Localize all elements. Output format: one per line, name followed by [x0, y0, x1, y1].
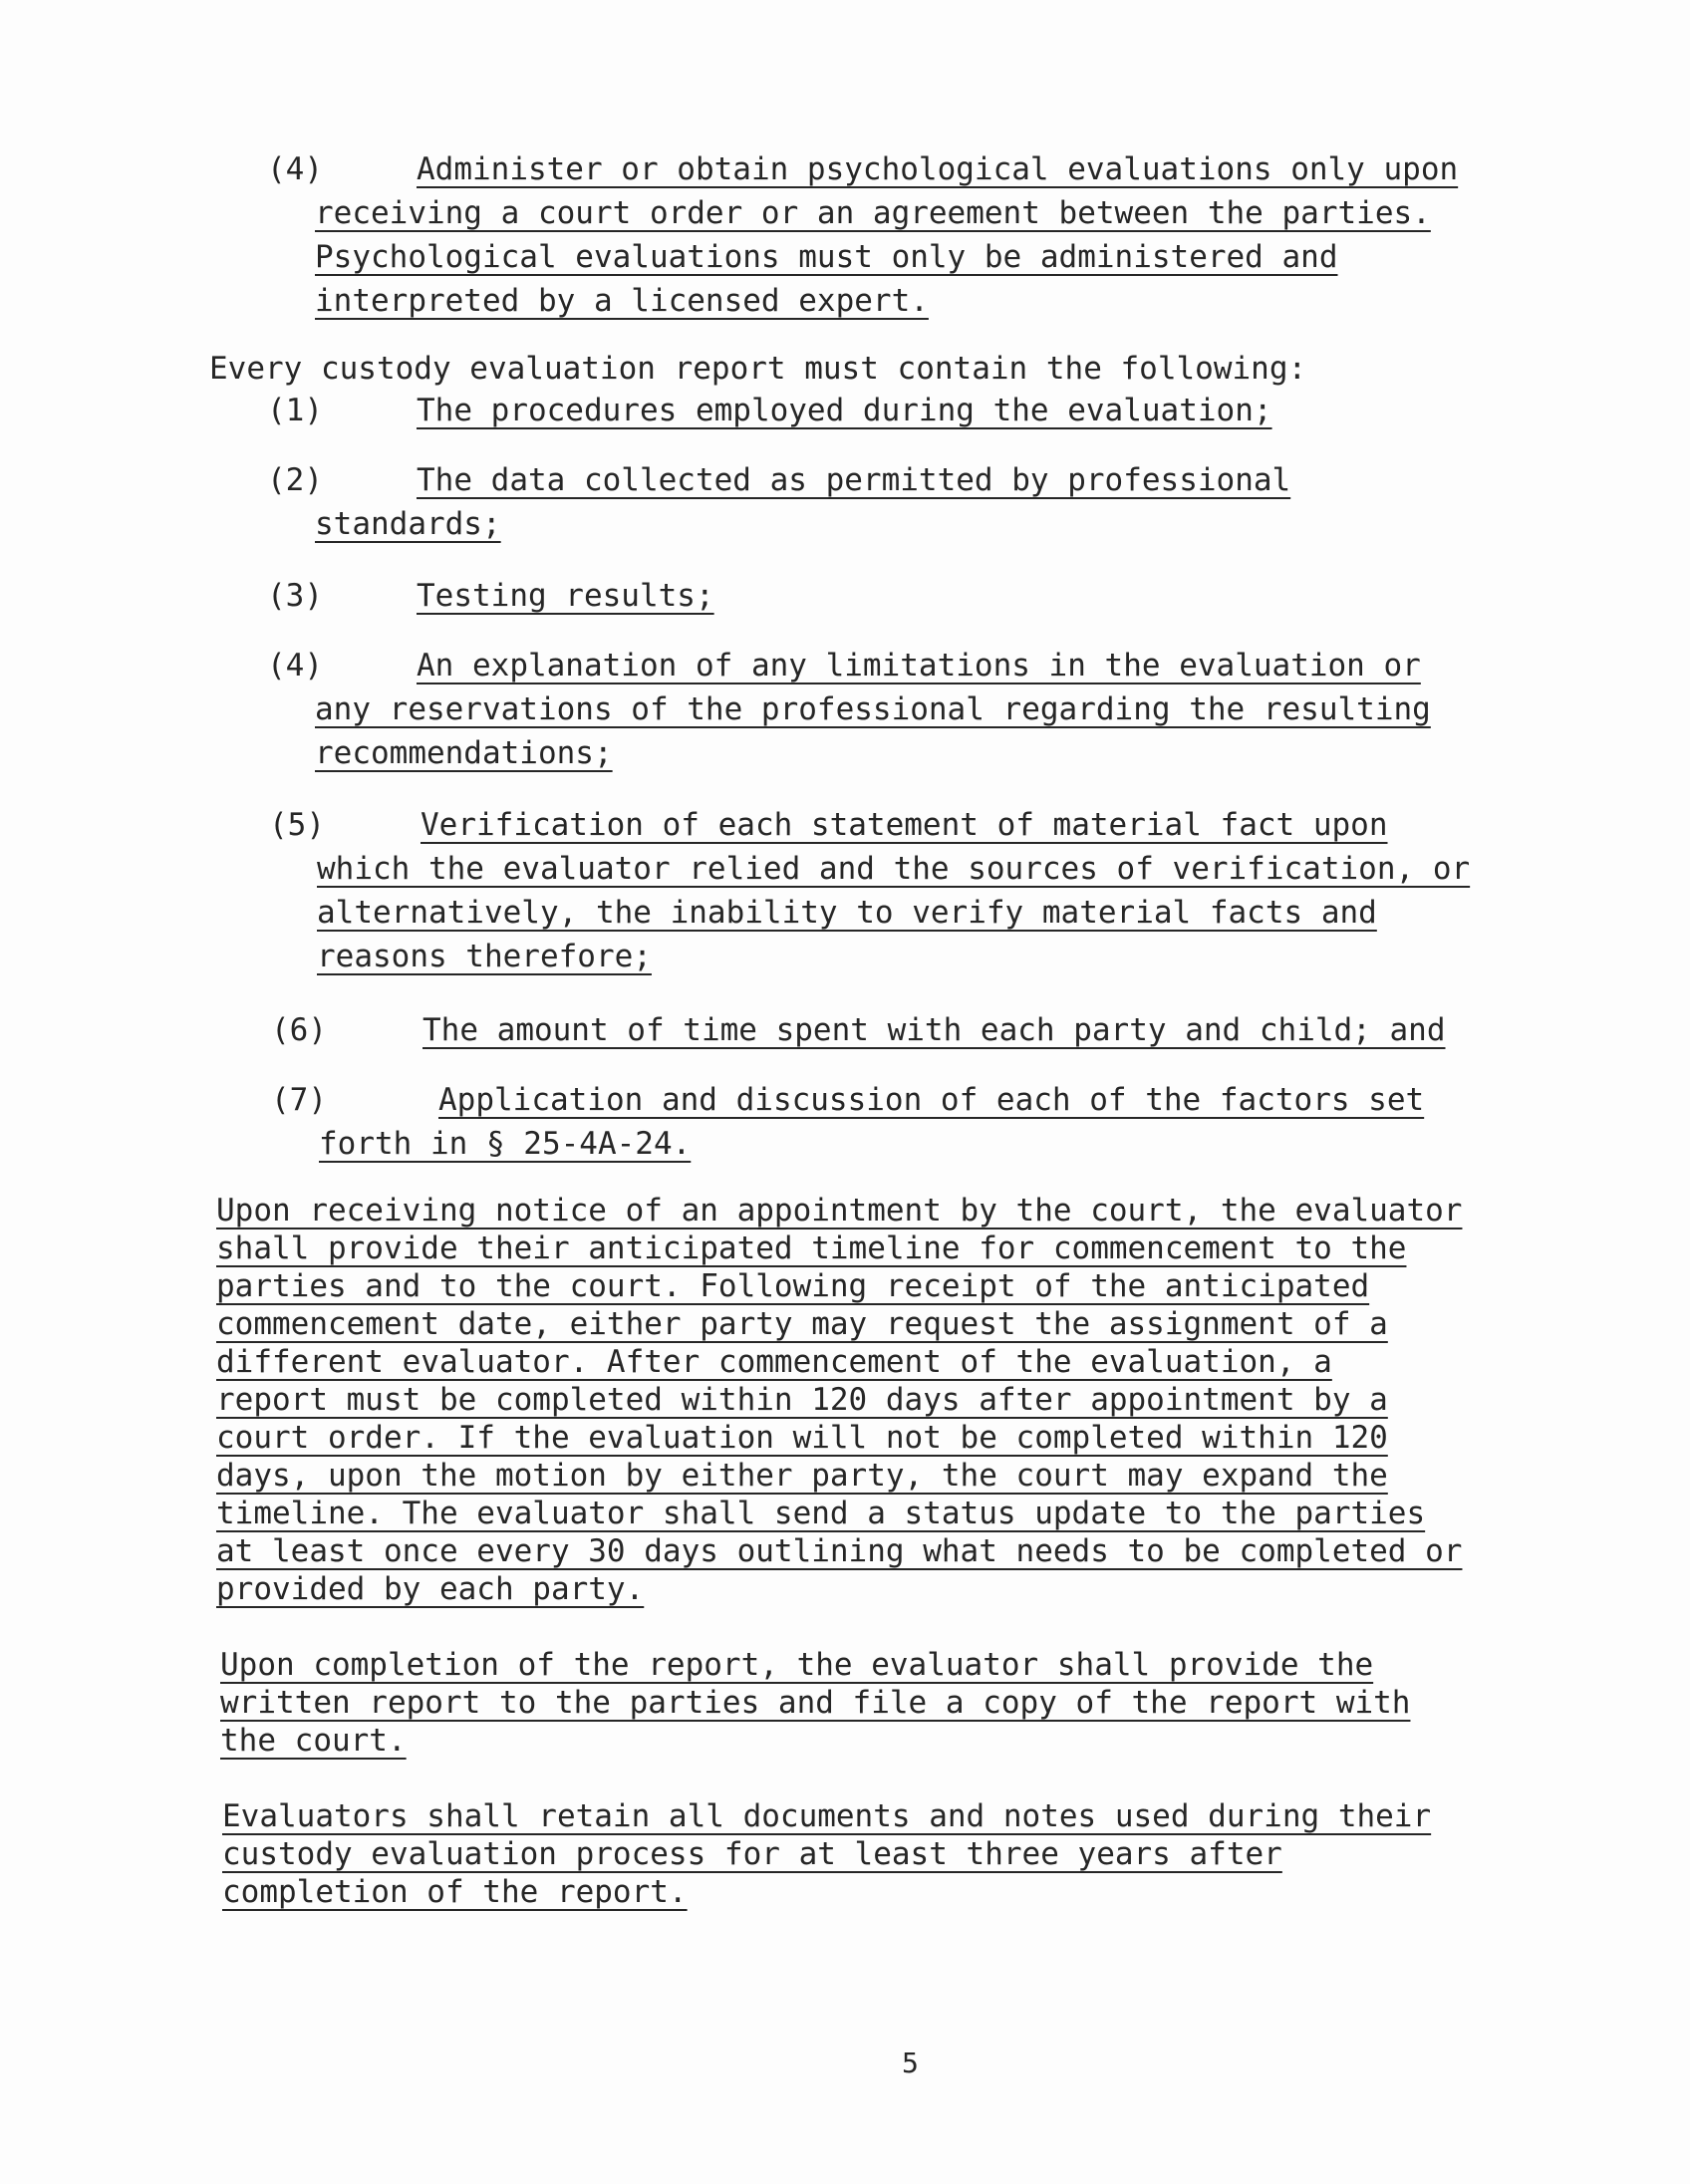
item-number: (4): [267, 151, 323, 187]
item-line: reasons therefore;: [317, 939, 652, 974]
paragraph-line: provided by each party.: [216, 1571, 645, 1607]
list-item-3: [267, 574, 714, 618]
item-line: forth in § 25-4A-24.: [319, 1126, 692, 1162]
item-line: Application and discussion of each of the factors set: [438, 1082, 1425, 1118]
item-line: any reservations of the professional regarding the resulting: [315, 691, 1431, 727]
paragraph-line: report must be completed within 120 days after appointment by a: [216, 1382, 1388, 1418]
paragraph-line: days, upon the motion by either party, the court may expand the: [216, 1458, 1388, 1494]
paragraph-record-retention: [222, 1797, 1577, 1911]
paragraph-line: at least once every 30 days outlining what needs to be completed or: [216, 1533, 1463, 1569]
paragraph-line: commencement date, either party may request the assignment of a: [216, 1306, 1388, 1342]
paragraph-line: shall provide their anticipated timeline for commencement to the: [216, 1230, 1407, 1266]
paragraph-line: custody evaluation process for at least three years after: [222, 1836, 1282, 1872]
item-line: The procedures employed during the evaluation;: [417, 393, 1272, 428]
item-line: which the evaluator relied and the sources of verification, or: [317, 851, 1471, 887]
item-line: Verification of each statement of material fact upon: [421, 807, 1388, 843]
report-requirements-heading: Every custody evaluation report must contain the following:: [209, 351, 1307, 387]
paragraph-line: timeline. The evaluator shall send a status update to the parties: [216, 1496, 1426, 1531]
item-line: The data collected as permitted by professional: [417, 462, 1291, 498]
list-item-5: [269, 803, 1470, 978]
paragraph-report-delivery: [220, 1646, 1575, 1760]
list-item-6: [271, 1008, 1446, 1052]
item-number: (3): [267, 578, 323, 614]
item-line: recommendations;: [315, 735, 613, 771]
item-number: (4): [267, 648, 323, 683]
item-line: interpreted by a licensed expert.: [315, 283, 929, 319]
list-item-4-psych-eval: [267, 147, 1458, 323]
page-number: 5: [902, 2047, 919, 2079]
item-line: alternatively, the inability to verify material facts and: [317, 895, 1377, 931]
paragraph-line: the court.: [220, 1723, 407, 1759]
paragraph-line: parties and to the court. Following receipt of the anticipated: [216, 1268, 1370, 1304]
paragraph-line: different evaluator. After commencement of the evaluation, a: [216, 1344, 1332, 1380]
paragraph-line: Evaluators shall retain all documents and notes used during their: [222, 1798, 1432, 1834]
item-line: Administer or obtain psychological evaluations only upon: [417, 151, 1459, 187]
paragraph-line: court order. If the evaluation will not be completed within 120: [216, 1420, 1388, 1456]
item-line: Testing results;: [417, 578, 714, 614]
list-item-7: [271, 1078, 1424, 1166]
list-item-1: [267, 389, 1272, 432]
item-line: Psychological evaluations must only be administered and: [315, 239, 1338, 275]
item-line: receiving a court order or an agreement between the parties.: [315, 195, 1431, 231]
paragraph-line: Upon completion of the report, the evaluator shall provide the: [220, 1647, 1374, 1683]
list-item-4: [267, 644, 1431, 775]
list-item-2: [267, 458, 1290, 546]
item-line: An explanation of any limitations in the evaluation or: [417, 648, 1421, 683]
item-number: (7): [271, 1082, 327, 1118]
item-number: (6): [271, 1012, 327, 1048]
paragraph-evaluator-timeline: [216, 1192, 1571, 1608]
paragraph-line: Upon receiving notice of an appointment by the court, the evaluator: [216, 1193, 1463, 1228]
item-line: The amount of time spent with each party and child; and: [422, 1012, 1446, 1048]
paragraph-line: written report to the parties and file a copy of the report with: [220, 1685, 1411, 1721]
item-number: (2): [267, 462, 323, 498]
item-number: (5): [269, 807, 325, 843]
item-number: (1): [267, 393, 323, 428]
paragraph-line: completion of the report.: [222, 1874, 688, 1910]
item-line: standards;: [315, 506, 501, 542]
